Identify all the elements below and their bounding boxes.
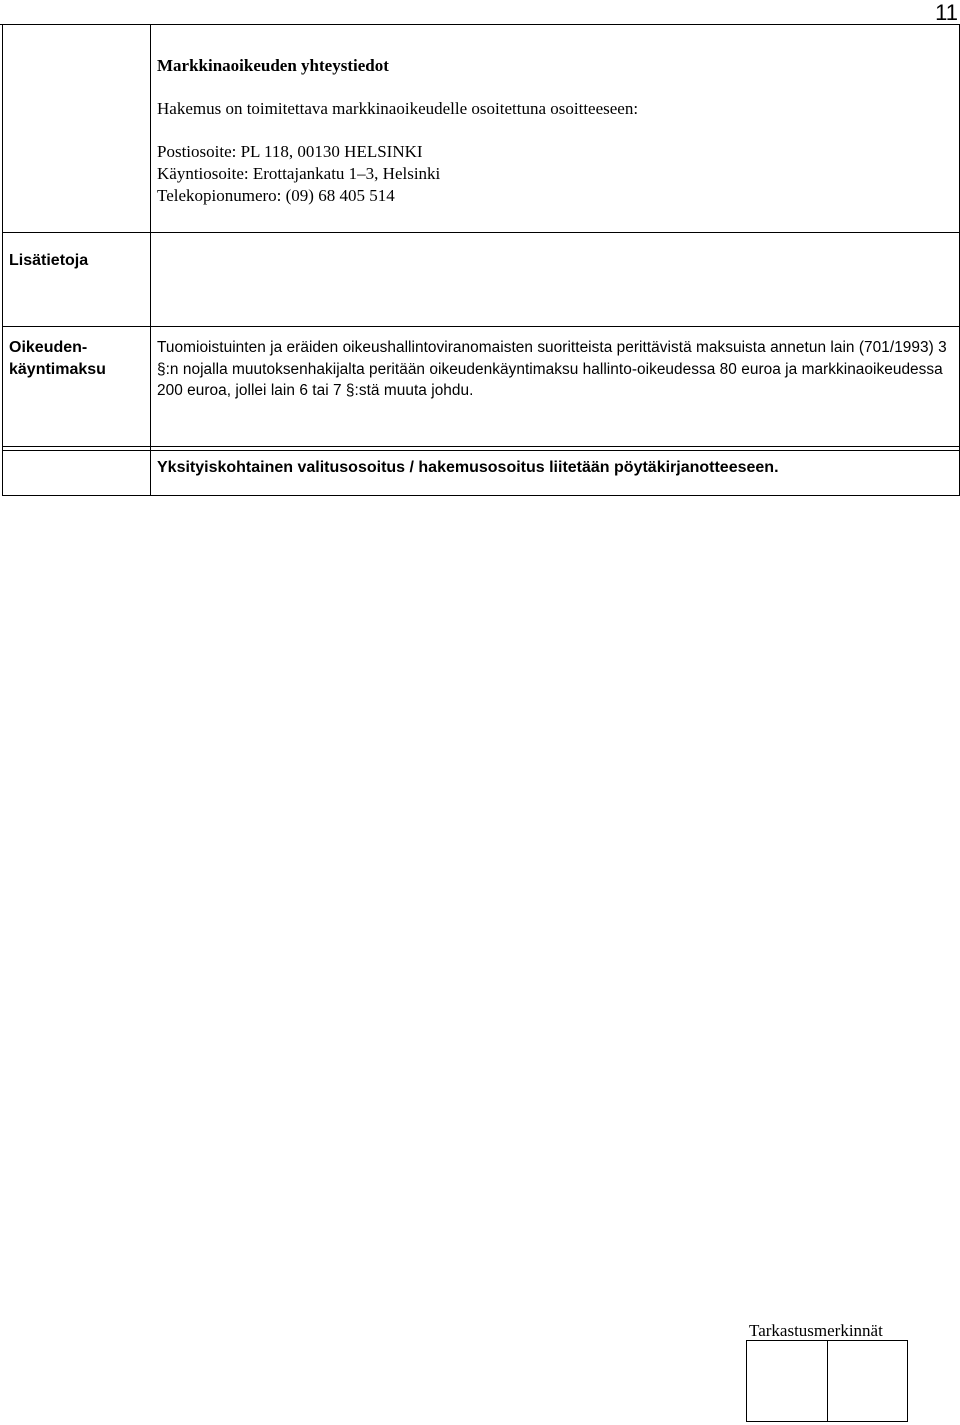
inspection-marks-title: Tarkastusmerkinnät [749, 1321, 883, 1340]
inspection-mark-cell [827, 1341, 908, 1421]
court-fee-label-cell [3, 327, 151, 447]
appeal-note-row [3, 451, 960, 496]
additional-info-label-cell [3, 233, 151, 327]
inspection-marks-box [746, 1340, 908, 1422]
contact-content-cell [151, 25, 960, 233]
appeal-note-label-cell [3, 451, 151, 496]
court-fee-content-cell [151, 327, 960, 447]
additional-info-label: Lisätietoja [9, 252, 89, 269]
contact-intro: Hakemus on toimitettava markkinaoikeudelle osoitettuna osoitteeseen: [157, 99, 639, 118]
court-fee-row [3, 327, 960, 447]
fax-number: Telekopionumero: (09) 68 405 514 [157, 186, 395, 205]
contact-title: Markkinaoikeuden yhteystiedot [157, 56, 389, 75]
appeal-note-text: Yksityiskohtainen valitusosoitus / hakemusosoitus liitetään pöytäkirjanotteeseen. [151, 451, 960, 496]
contact-row [3, 25, 960, 233]
page-number: 11 [935, 0, 958, 25]
visiting-address: Käyntiosoite: Erottajankatu 1–3, Helsinki [157, 164, 441, 183]
court-fee-label-line-2: käyntimaksu [9, 361, 106, 378]
inspection-mark-cell [747, 1341, 827, 1421]
additional-info-value [151, 233, 960, 327]
court-fee-text: Tuomioistuinten ja eräiden oikeushallintoviranomaisten suoritteista perittävistä maksuista annetun lain (701/1993) 3 §:n nojalla muutoksenhakijalta peritään oikeudenkäyntimaksu hallinto-oikeudessa 80 euroa ja markkinaoikeudessa 200 euroa, jollei lain 6 tai 7 §:stä muuta johdu. [157, 339, 947, 399]
additional-info-row [3, 233, 960, 327]
contact-label-cell [3, 25, 151, 233]
postal-address: Postiosoite: PL 118, 00130 HELSINKI [157, 142, 423, 161]
appeal-instructions-table [2, 24, 960, 496]
court-fee-label-line-1: Oikeuden- [9, 339, 88, 356]
